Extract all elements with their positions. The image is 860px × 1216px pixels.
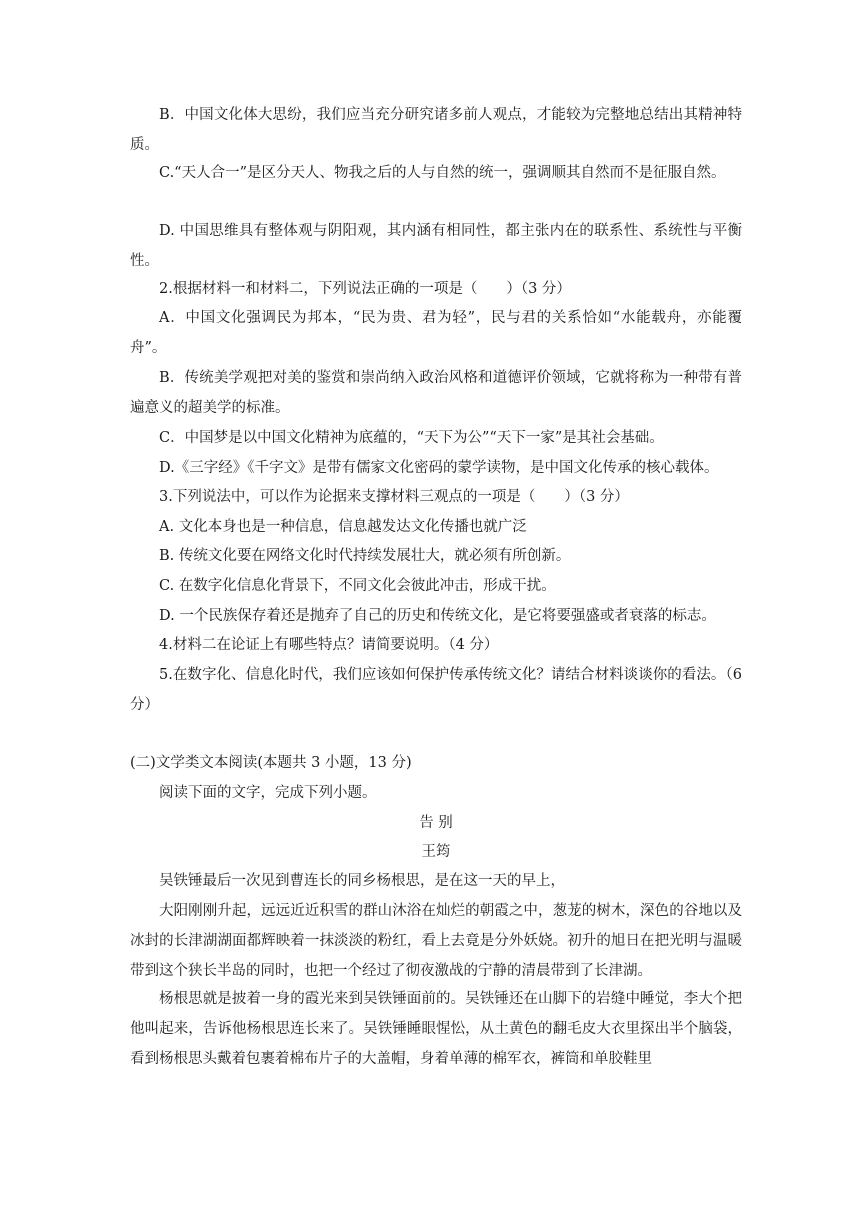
q2-stem: 2.根据材料一和材料二，下列说法正确的一项是（ ）（3 分） xyxy=(159,281,571,297)
q3-option-d: D. 一个民族保存着还是抛弃了自己的历史和传统文化，是它将要强盛或者衰落的标志。 xyxy=(159,608,716,624)
q3-option-c: C. 在数字化信息化背景下，不同文化会彼此冲击，形成干扰。 xyxy=(159,578,556,594)
q1-option-b: B．中国文化体大思纷，我们应当充分研究诸多前人观点，才能较为完整地总结出其精神特质。 xyxy=(130,107,742,153)
story-paragraph: 大阳刚刚升起，远远近近积雪的群山沐浴在灿烂的朝霞之中，葱茏的树木，深色的谷地以及冰封的长津湖湖面都辉映着一抹淡淡的粉红，看上去竟是分外妖娆。初升的旭日在把光明与温暖带到这个狭长半岛的同时，也把一个经过了彻夜激战的宁静的清晨带到了长津湖。 xyxy=(130,903,742,979)
q2-option-c: C．中国梦是以中国文化精神为底蕴的，“天下为公”“天下一家”是其社会基础。 xyxy=(159,430,664,446)
q1-option-c: C.“天人合一”是区分天人、物我之后的人与自然的统一，强调顺其自然而不是征服自然。 xyxy=(159,165,726,181)
q2-option-d: D.《三字经》《千字文》是带有儒家文化密码的蒙学读物，是中国文化传承的核心载体。 xyxy=(159,460,719,476)
q2-option-a: A．中国文化强调民为邦本，“民为贵、君为轻”，民与君的关系恰如“水能载舟，亦能覆舟”。 xyxy=(130,310,742,356)
q3-option-a: A. 文化本身也是一种信息，信息越发达文化传播也就广泛 xyxy=(159,519,527,535)
story-title: 告 别 xyxy=(419,815,453,831)
q1-option-d: D. 中国思维具有整体观与阴阳观，其内涵有相同性，都主张内在的联系性、系统性与平衡性。 xyxy=(130,223,742,269)
section2-instruction: 阅读下面的文字，完成下列小题。 xyxy=(159,785,377,801)
q3-stem: 3.下列说法中，可以作为论据来支撑材料三观点的一项是（ ）（3 分） xyxy=(159,489,629,505)
story-paragraph: 杨根思就是披着一身的霞光来到吴铁锤面前的。吴铁锤还在山脚下的岩缝中睡觉，李大个把他叫起来，告诉他杨根思连长来了。吴铁锤睡眼惺忪，从土黄色的翻毛皮大衣里探出半个脑袋，看到杨根思头戴着包裹着棉布片子的大盖帽，身着单薄的棉军衣，裤筒和单胶鞋里 xyxy=(130,991,742,1067)
q3-option-b: B. 传统文化要在网络文化时代持续发展壮大，就必须有所创新。 xyxy=(159,548,571,564)
section2-heading: (二)文学类文本阅读(本题共 3 小题，13 分) xyxy=(130,755,412,771)
q5: 5.在数字化、信息化时代，我们应该如何保护传承传统文化？请结合材料谈谈你的看法。（6 分） xyxy=(130,667,742,713)
q4: 4.材料二在论证上有哪些特点？请简要说明。（4 分） xyxy=(159,637,499,653)
q2-option-b: B．传统美学观把对美的鉴赏和崇尚纳入政治风格和道德评价领域，它就将称为一种带有普遍意义的超美学的标准。 xyxy=(130,370,742,416)
story-author: 王筠 xyxy=(421,844,451,860)
story-paragraph: 吴铁锤最后一次见到曹连长的同乡杨根思，是在这一天的早上， xyxy=(159,873,565,889)
